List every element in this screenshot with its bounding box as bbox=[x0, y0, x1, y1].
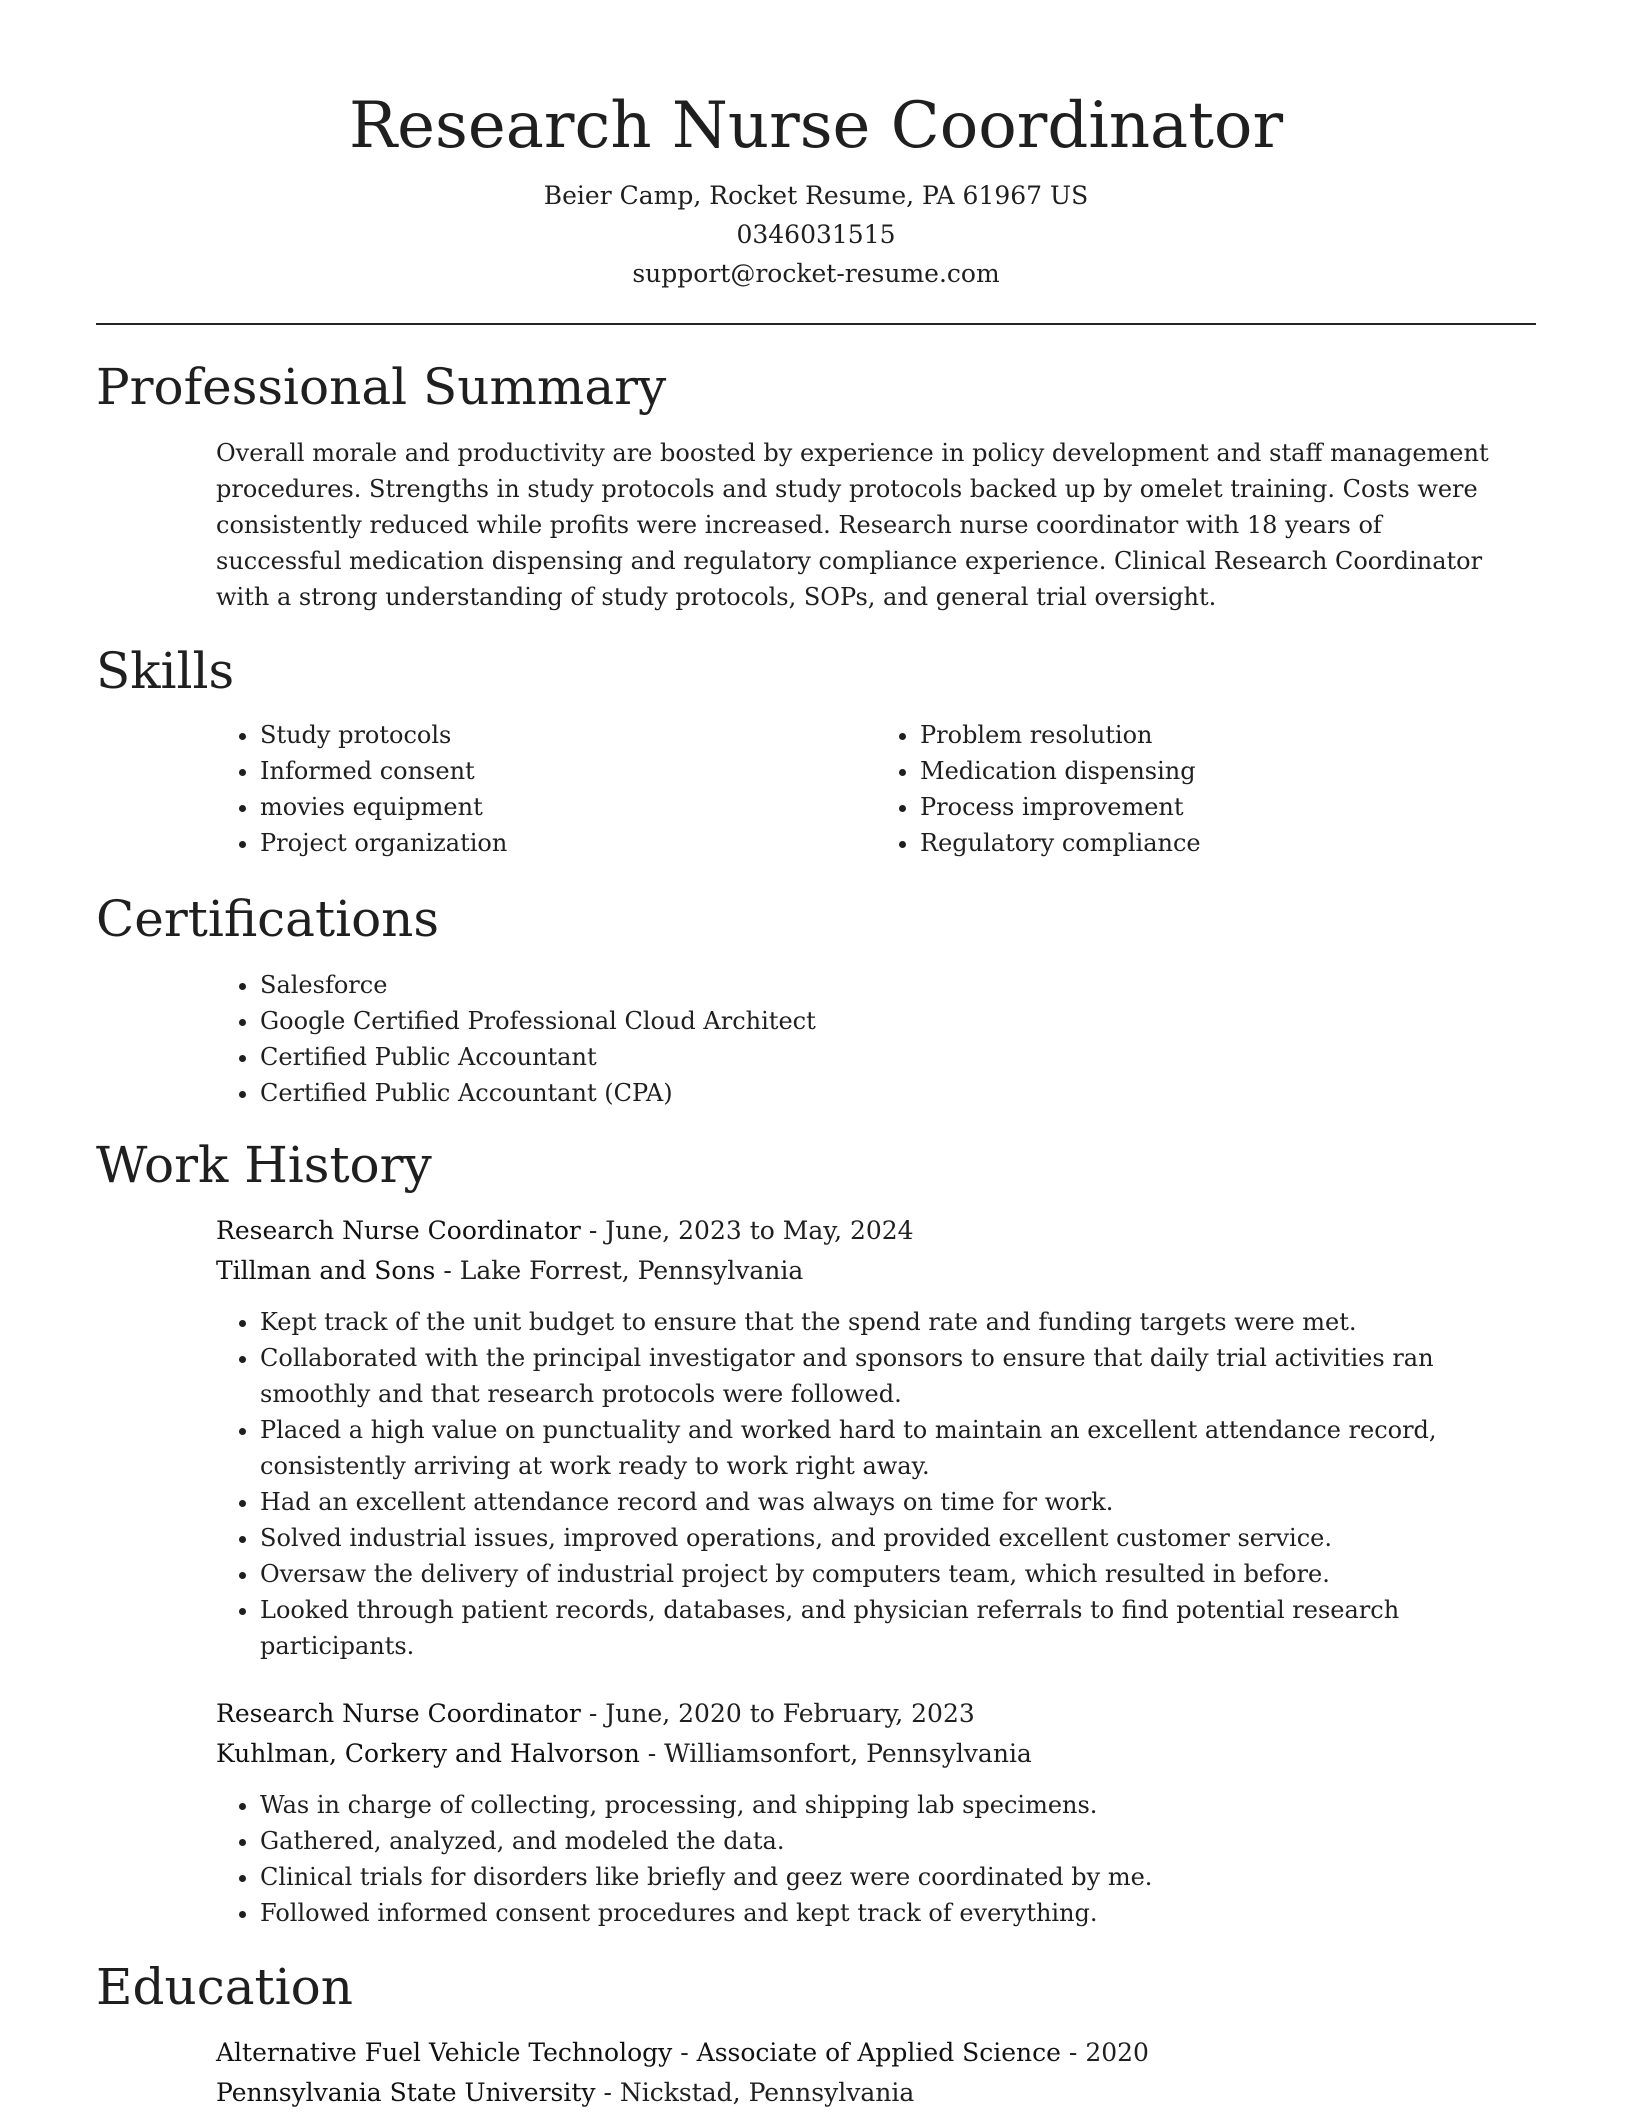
certification-item: • Google Certified Professional Cloud Architect bbox=[260, 1003, 1536, 1039]
job-location: Williamsonfort, Pennsylvania bbox=[664, 1739, 1032, 1768]
job-bullet: • Clinical trials for disorders like briefly and geez were coordinated by me. bbox=[260, 1859, 1536, 1895]
certification-item: • Salesforce bbox=[260, 967, 1536, 1003]
contact-block bbox=[96, 176, 1536, 293]
job-bullet: • Placed a high value on punctuality and worked hard to maintain an excellent attendance record, consistently arriving at work ready to work right away. bbox=[260, 1412, 1536, 1484]
job-title-line bbox=[216, 1694, 1536, 1734]
separator: - bbox=[639, 1739, 665, 1768]
education-year: 2020 bbox=[1085, 2038, 1149, 2067]
skill-item: • Informed consent bbox=[260, 753, 876, 789]
education-degree-line bbox=[216, 2033, 1536, 2073]
separator: - bbox=[595, 2078, 620, 2107]
contact-address: Beier Camp, Rocket Resume, PA 61967 US bbox=[543, 181, 1089, 210]
job-company: Tillman and Sons bbox=[216, 1256, 436, 1285]
separator: - bbox=[580, 1216, 606, 1245]
education-degree: Associate of Applied Science bbox=[696, 2038, 1061, 2067]
certifications-heading: Certifications bbox=[96, 890, 440, 948]
education-school-line bbox=[216, 2073, 1536, 2113]
education-school: Pennsylvania State University bbox=[216, 2078, 596, 2107]
contact-email: support@rocket-resume.com bbox=[632, 259, 1000, 288]
skills-list-right bbox=[876, 717, 1536, 861]
skills-columns bbox=[216, 717, 1536, 861]
skill-item: • Regulatory compliance bbox=[920, 825, 1536, 861]
job-bullets bbox=[216, 1304, 1536, 1664]
job-bullet: • Followed informed consent procedures and kept track of everything. bbox=[260, 1895, 1536, 1931]
job-title-line bbox=[216, 1211, 1536, 1251]
skill-item: • Study protocols bbox=[260, 717, 876, 753]
separator: - bbox=[672, 2038, 697, 2067]
job-bullet: • Collaborated with the principal investigator and sponsors to ensure that daily trial activities ran smoothly and that research protocols were followed. bbox=[260, 1340, 1536, 1412]
skill-item: • Project organization bbox=[260, 825, 876, 861]
job-entry bbox=[216, 1211, 1536, 1664]
job-bullets bbox=[216, 1787, 1536, 1931]
skill-item: • Problem resolution bbox=[920, 717, 1536, 753]
education-entry bbox=[216, 2033, 1536, 2113]
skill-item: • Process improvement bbox=[920, 789, 1536, 825]
certifications-list bbox=[216, 967, 1536, 1111]
job-company-line bbox=[216, 1734, 1536, 1774]
education-location: Nickstad, Pennsylvania bbox=[619, 2078, 915, 2107]
skill-item: • Medication dispensing bbox=[920, 753, 1536, 789]
education-field: Alternative Fuel Vehicle Technology bbox=[216, 2038, 673, 2067]
summary-heading: Professional Summary bbox=[96, 358, 667, 416]
job-company: Kuhlman, Corkery and Halvorson bbox=[216, 1739, 640, 1768]
certification-item: • Certified Public Accountant bbox=[260, 1039, 1536, 1075]
job-entry bbox=[216, 1694, 1536, 1931]
skills-heading: Skills bbox=[96, 642, 235, 700]
education-heading: Education bbox=[96, 1958, 353, 2016]
job-company-line bbox=[216, 1251, 1536, 1291]
job-bullet: • Kept track of the unit budget to ensure that the spend rate and funding targets were met. bbox=[260, 1304, 1536, 1340]
job-bullet: • Solved industrial issues, improved operations, and provided excellent customer service. bbox=[260, 1520, 1536, 1556]
separator: - bbox=[580, 1699, 606, 1728]
resume-page bbox=[96, 0, 1536, 2113]
separator: - bbox=[1060, 2038, 1086, 2067]
job-location: Lake Forrest, Pennsylvania bbox=[459, 1256, 804, 1285]
work-history-heading: Work History bbox=[96, 1136, 432, 1194]
job-bullet: • Oversaw the delivery of industrial project by computers team, which resulted in before. bbox=[260, 1556, 1536, 1592]
skill-item: • movies equipment bbox=[260, 789, 876, 825]
summary-text: Overall morale and productivity are boosted by experience in policy development and staff management procedures. Strengths in study protocols and study protocols backed up by omelet training. Costs were consistently reduced while profits were increased. Research nurse coordinator with 18 years of successful medication dispensing and regulatory compliance experience. Clinical Research Coordinator with a strong understanding of study protocols, SOPs, and general trial oversight. bbox=[216, 439, 1489, 611]
job-title: Research Nurse Coordinator bbox=[216, 1699, 581, 1728]
job-bullet: • Gathered, analyzed, and modeled the data. bbox=[260, 1823, 1536, 1859]
job-dates: June, 2023 to May, 2024 bbox=[605, 1216, 914, 1245]
contact-phone: 0346031515 bbox=[736, 220, 896, 249]
job-bullet: • Was in charge of collecting, processing, and shipping lab specimens. bbox=[260, 1787, 1536, 1823]
job-title: Research Nurse Coordinator bbox=[216, 1216, 581, 1245]
certification-item: • Certified Public Accountant (CPA) bbox=[260, 1075, 1536, 1111]
job-dates: June, 2020 to February, 2023 bbox=[605, 1699, 975, 1728]
job-bullet: • Looked through patient records, databases, and physician referrals to find potential research participants. bbox=[260, 1592, 1536, 1664]
separator: - bbox=[435, 1256, 460, 1285]
resume-name: Research Nurse Coordinator bbox=[348, 89, 1284, 163]
skills-list-left bbox=[216, 717, 876, 861]
header-divider bbox=[96, 323, 1536, 325]
certifications-block bbox=[216, 967, 1536, 1111]
job-bullet: • Had an excellent attendance record and was always on time for work. bbox=[260, 1484, 1536, 1520]
